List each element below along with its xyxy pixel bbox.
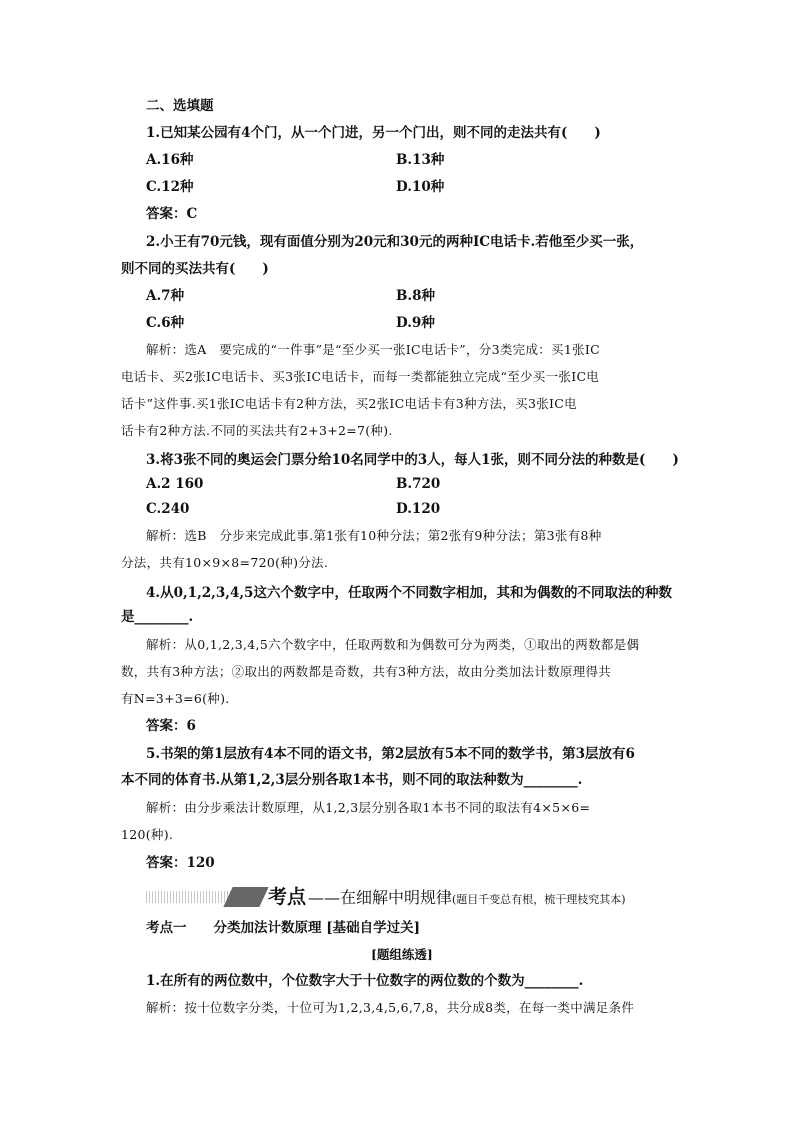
q2-explanation-line4: 话卡有2种方法.不同的买法共有2+3+2=7(种). — [121, 423, 393, 438]
q3-stem: 3.将3张不同的奥运会门票分给10名同学中的3人，每人1张，则不同分法的种数是( ) — [146, 452, 679, 468]
q2-option-d: D.9种 — [396, 315, 435, 331]
q2-option-b: B.8种 — [396, 288, 436, 304]
q2-stem-line1: 2.小王有70元钱，现有面值分别为20元和30元的两种IC电话卡.若他至少买一张， — [146, 234, 644, 250]
section-title: 二、选填题 — [146, 98, 214, 114]
q2-explanation-line1: 解析：选A 要完成的“一件事”是“至少买一张IC电话卡”，分3类完成：买1张IC — [146, 342, 600, 357]
q4-explanation-line2: 数，共有3种方法；②取出的两数都是奇数，共有3种方法，故由分类加法计数原理得共 — [121, 664, 612, 679]
q1-option-d: D.10种 — [396, 179, 445, 195]
q1-answer: 答案：C — [146, 206, 198, 222]
q2-stem-line2: 则不同的买法共有( ) — [121, 261, 269, 277]
banner-slash-decoration — [223, 887, 268, 907]
q1-option-a: A.16种 — [146, 152, 194, 168]
q4-answer: 答案：6 — [146, 718, 196, 734]
q4-explanation-line1: 解析：从0,1,2,3,4,5六个数字中，任取两数和为偶数可分为两类，①取出的两数都是偶 — [146, 637, 640, 652]
q1-option-c: C.12种 — [146, 179, 194, 195]
kaodian1-group-label: [题组练透] — [371, 947, 433, 962]
q4-stem-line1: 4.从0,1,2,3,4,5这六个数字中，任取两个不同数字相加，其和为偶数的不同取法的种数 — [146, 585, 672, 601]
q4-stem-line2: 是________. — [121, 609, 194, 625]
q2-explanation-line2: 电话卡、买2张IC电话卡、买3张IC电话卡，而每一类都能独立完成“至少买一张IC电 — [121, 369, 600, 384]
q3-option-d: D.120 — [396, 501, 441, 517]
q5-stem-line2: 本不同的体育书.从第1,2,3层分别各取1本书，则不同的取法种数为________. — [121, 772, 583, 788]
q2-explanation-line3: 话卡”这件事.买1张IC电话卡有2种方法，买2张IC电话卡有3种方法，买3张IC电 — [121, 396, 577, 411]
q3-option-b: B.720 — [396, 476, 441, 492]
q3-explanation-line1: 解析：选B 分步来完成此事.第1张有10种分法；第2张有9种分法；第3张有8种 — [146, 528, 602, 543]
banner-note: (题目千变总有根，梳干理枝究其本) — [452, 893, 626, 906]
q1-stem: 1.已知某公园有4个门，从一个门进，另一个门出，则不同的走法共有( ) — [146, 125, 601, 141]
q5-stem-line1: 5.书架的第1层放有4本不同的语文书，第2层放有5本不同的数学书，第3层放有6 — [146, 746, 635, 762]
kaodian1-q1-explanation: 解析：按十位数字分类，十位可为1,2,3,4,5,6,7,8，共分成8类，在每一类中满足条件 — [146, 1000, 635, 1015]
q3-option-c: C.240 — [146, 501, 190, 517]
q5-explanation-line1: 解析：由分步乘法计数原理，从1,2,3层分别各取1本书不同的取法有4×5×6= — [146, 800, 591, 815]
q5-explanation-line2: 120(种). — [121, 827, 174, 842]
kaodian1-heading: 考点一 分类加法计数原理 [基础自学过关] — [146, 920, 420, 936]
q5-answer: 答案：120 — [146, 855, 215, 871]
q2-option-c: C.6种 — [146, 315, 185, 331]
banner-subtitle-text: ——在细解中明规律 — [308, 888, 453, 907]
banner-stripe-decoration — [146, 891, 234, 903]
banner-title: 考点 — [268, 886, 307, 908]
q3-explanation-line2: 分法，共有10×9×8=720(种)分法. — [121, 555, 329, 570]
q1-option-b: B.13种 — [396, 152, 445, 168]
q2-option-a: A.7种 — [146, 288, 185, 304]
kaodian1-q1-stem: 1.在所有的两位数中，个位数字大于十位数字的两位数的个数为________. — [146, 973, 584, 989]
q3-option-a: A.2 160 — [146, 476, 204, 492]
banner-subtitle — [308, 886, 626, 912]
kaodian-banner — [146, 885, 676, 909]
q4-explanation-line3: 有N=3+3=6(种). — [121, 691, 230, 706]
